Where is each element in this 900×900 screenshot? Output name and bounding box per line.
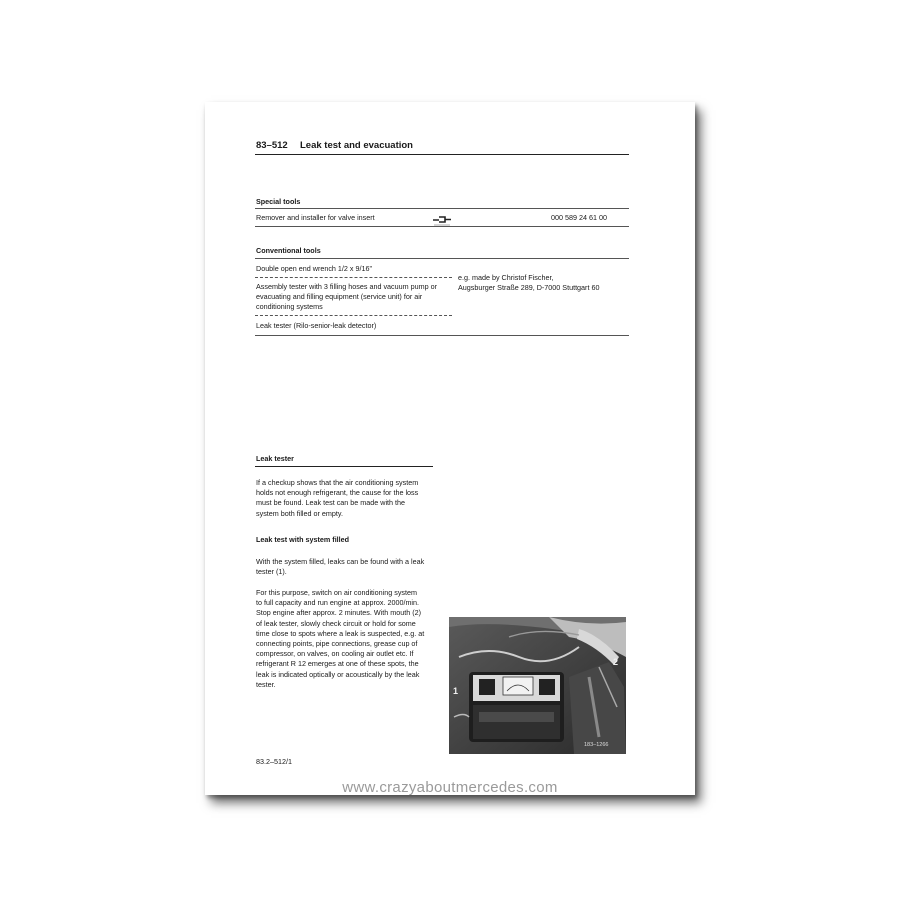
photo-ref: 183–1266 [584, 742, 609, 748]
callout-2: 2 [613, 657, 619, 667]
header-rule [255, 154, 629, 155]
special-tools-heading: Special tools [256, 197, 301, 206]
divider [255, 315, 452, 316]
divider [255, 208, 629, 209]
divider [255, 277, 452, 278]
divider [255, 335, 629, 336]
divider [255, 258, 629, 259]
tool-wrench: Double open end wrench 1/2 x 9/16” [256, 264, 372, 273]
section-number: 83–512 [256, 140, 288, 151]
paragraph-1: With the system filled, leaks can be found with a leak tester (1). [256, 557, 425, 577]
part-number: 000 589 24 61 00 [551, 213, 607, 222]
supplier-info: e.g. made by Christof Fischer, Augsburger Straße 289, D-7000 Stuttgart 60 [458, 273, 600, 292]
manual-page [205, 102, 695, 795]
divider [255, 466, 433, 467]
tool-logo-icon [431, 213, 453, 225]
conventional-tools-heading: Conventional tools [256, 246, 321, 255]
callout-1: 1 [453, 686, 459, 696]
tool-assembly-tester: Assembly tester with 3 filling hoses and vacuum pump or evacuating and filling equipment (service unit) for air conditioning systems [256, 282, 437, 311]
special-tool-label: Remover and installer for valve insert [256, 213, 375, 222]
watermark: www.crazyaboutmercedes.com [342, 779, 558, 796]
divider [255, 226, 629, 227]
leak-tester-heading: Leak tester [256, 454, 294, 463]
intro-paragraph: If a checkup shows that the air conditioning system holds not enough refrigerant, the cause for the loss must be found. Leak test can be made with the system both filled or empty. [256, 478, 419, 518]
tool-leak-tester: Leak tester (Rilo-senior-leak detector) [256, 321, 377, 330]
page-title: Leak test and evacuation [300, 140, 413, 151]
leak-tester-photo [449, 617, 626, 754]
page-reference: 83.2–512/1 [256, 757, 292, 766]
subheading: Leak test with system filled [256, 535, 350, 544]
paragraph-2: For this purpose, switch on air conditioning system to full capacity and run engine at approx. 2000/min. Stop engine after approx. 2 minutes. With mouth (2) of leak tester, slowly check circuit or hold for some time close to spots where a leak is suspected, e.g. at connecting points, pipe connections, grease cup of compressor, on valves, on cooling air outlet etc. If refrigerant R 12 emerges at one of these spots, the leak is indicated optically or acoustically by the leak tester. [256, 588, 425, 689]
